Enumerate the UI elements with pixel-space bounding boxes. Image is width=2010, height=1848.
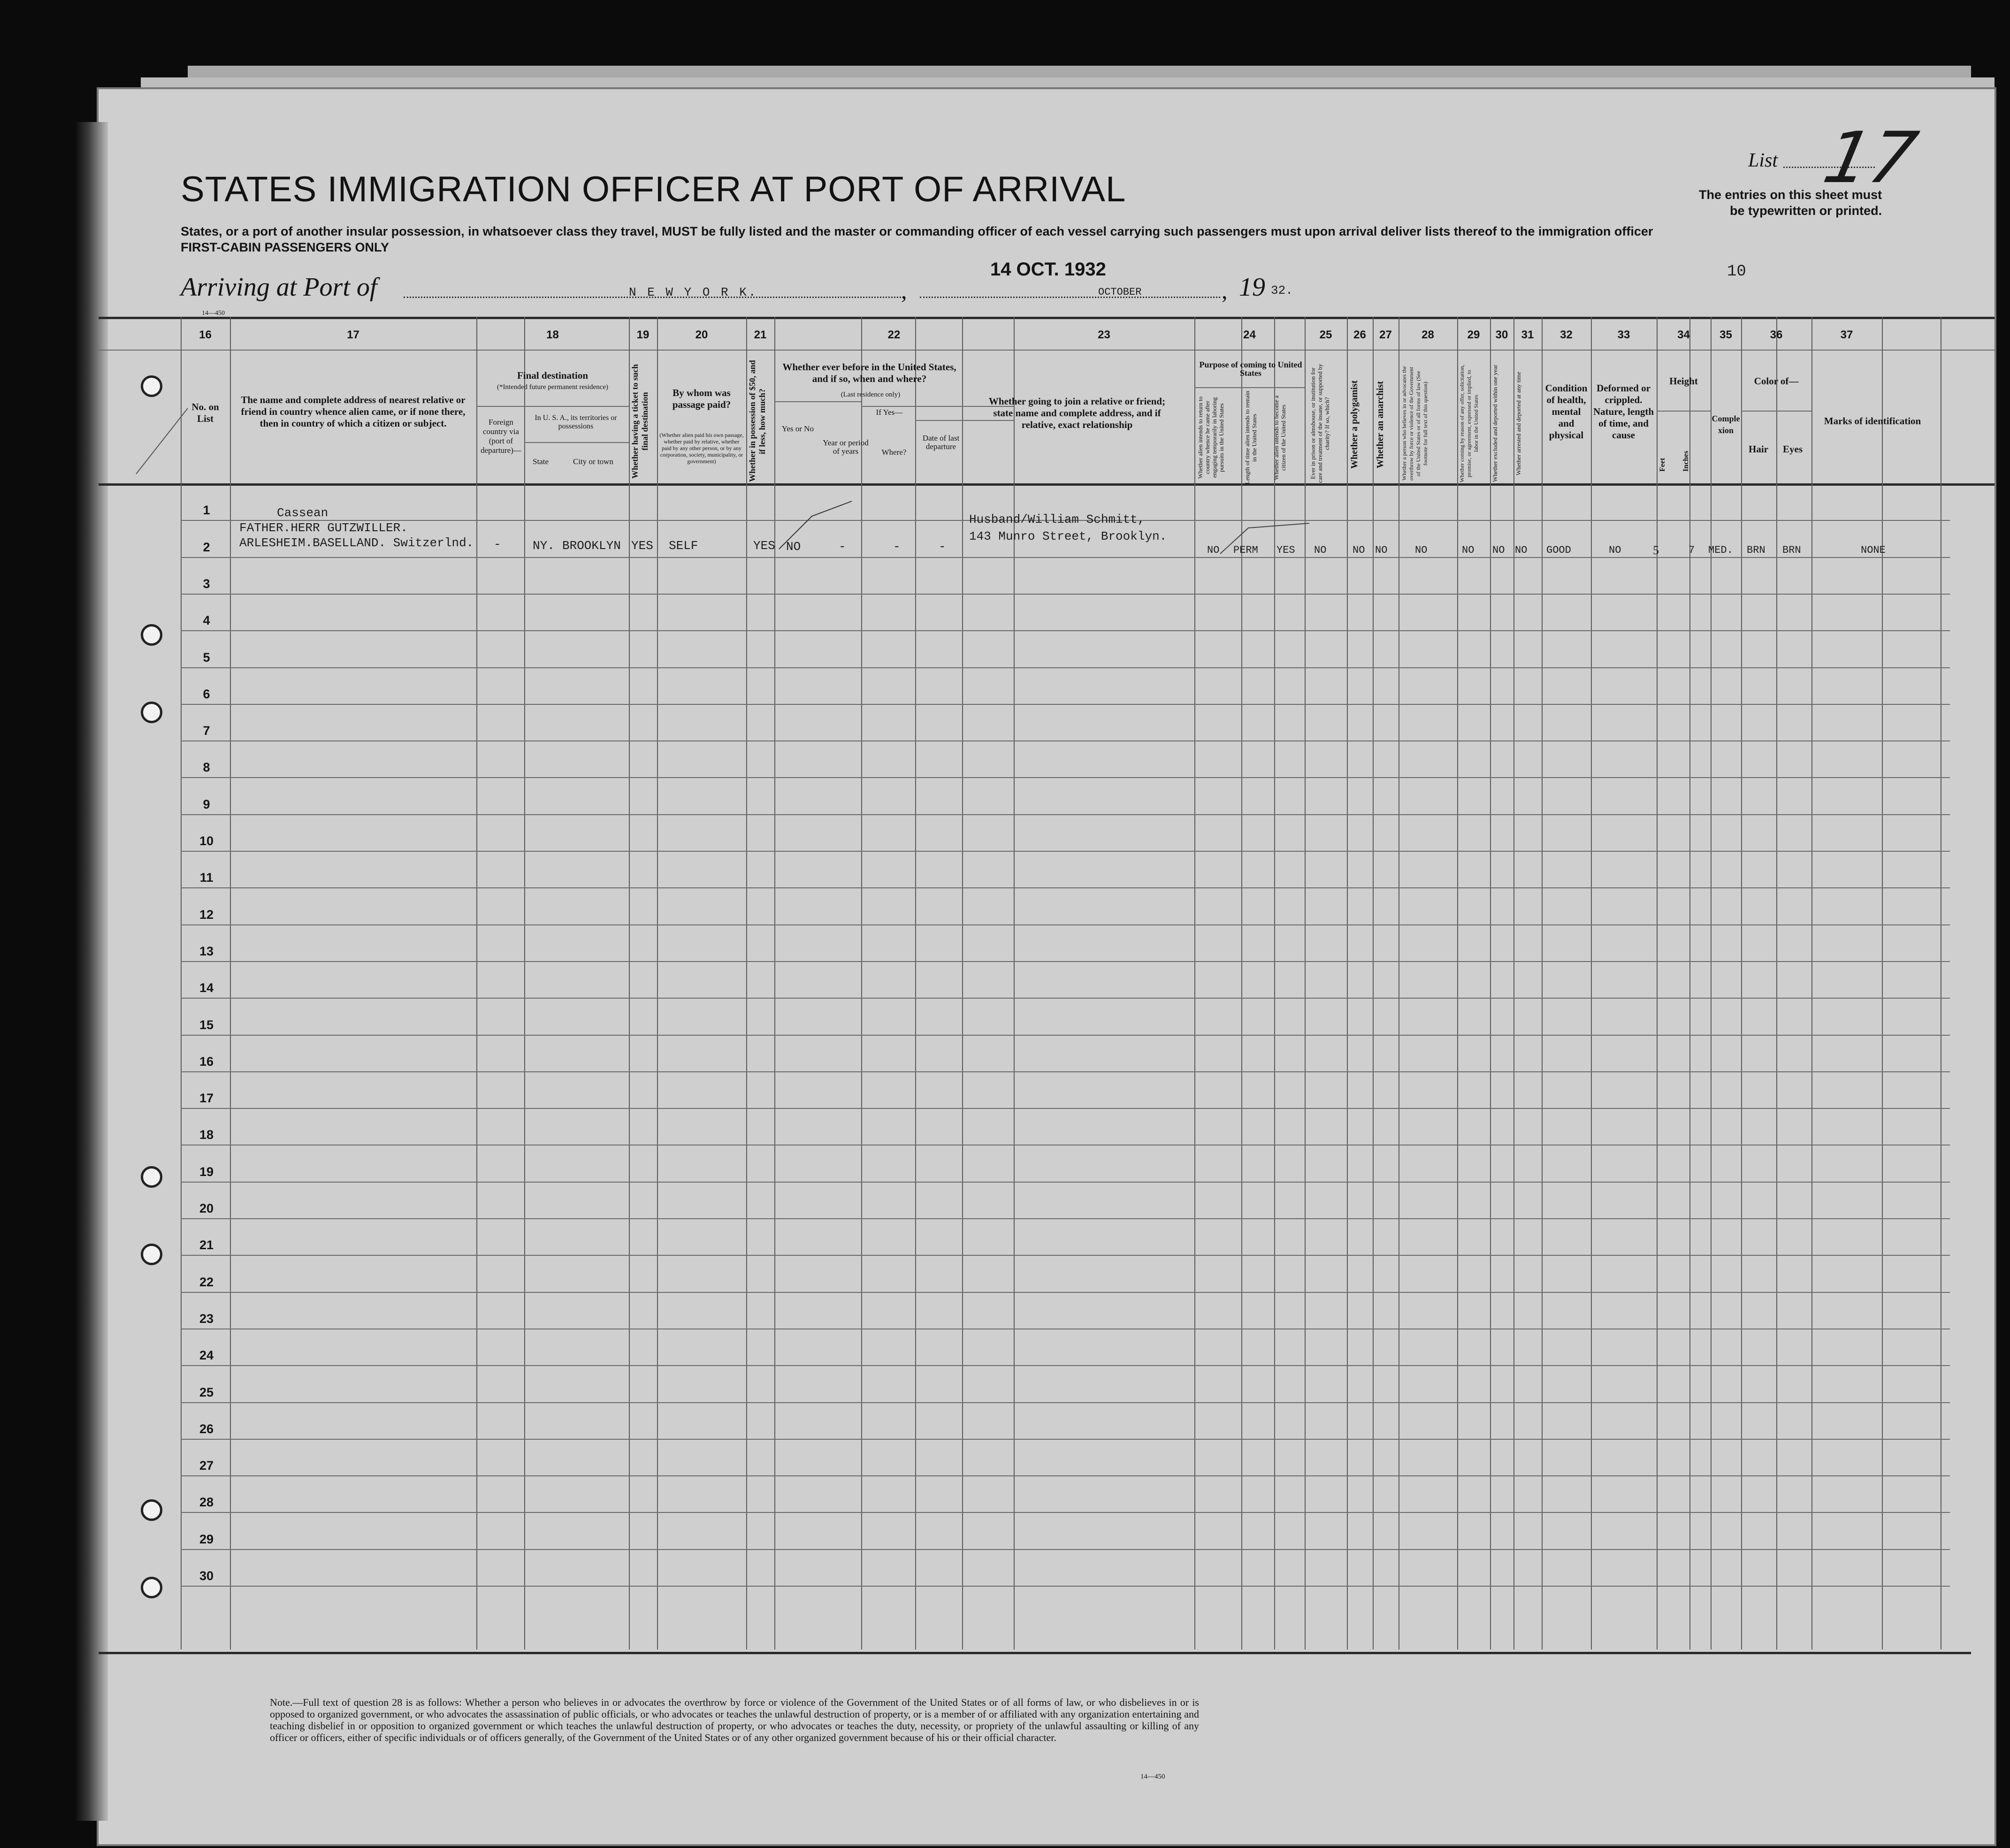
cell-eyes: BRN xyxy=(1782,544,1801,556)
row-number: 28 xyxy=(199,1495,214,1510)
cell-excluded: NO xyxy=(1492,544,1505,556)
day-number: 10 xyxy=(1727,263,1746,281)
header-polygamist: Whether a polygamist xyxy=(1349,380,1360,469)
header-final-destination: Final destination xyxy=(517,370,588,381)
row-number: 24 xyxy=(199,1348,214,1363)
header-excluded: Whether excluded and deported within one year xyxy=(1491,365,1498,482)
entries-note-line1: The entries on this sheet must xyxy=(1699,188,1882,202)
column-number: 30 xyxy=(1495,328,1508,341)
cell-return-intent: NO xyxy=(1207,544,1220,556)
header-city: City or town xyxy=(573,457,613,466)
column-number: 21 xyxy=(754,328,767,341)
header-purpose-length: Length of time alien intends to remain in the United States xyxy=(1244,390,1258,485)
row-number: 8 xyxy=(203,760,210,775)
header-final-destination-note: (*Intended future permanent residence) xyxy=(497,383,608,391)
cell-health: GOOD xyxy=(1546,544,1571,556)
cell-complexion: MED. xyxy=(1708,544,1733,556)
header-inches: Inches xyxy=(1682,451,1690,472)
header-yes-or-no: Yes or No xyxy=(781,424,814,433)
row-number: 22 xyxy=(199,1275,214,1289)
column-number: 24 xyxy=(1243,328,1256,341)
row-number: 19 xyxy=(199,1164,214,1179)
passenger-name-above: Cassean xyxy=(277,506,329,520)
row-number: 20 xyxy=(199,1201,214,1215)
header-marks: Marks of identification xyxy=(1824,415,1921,427)
row-number: 14 xyxy=(199,981,214,995)
form-title: STATES IMMIGRATION OFFICER AT PORT OF ARRIVAL xyxy=(181,169,1126,209)
cell-citizen: YES xyxy=(1276,544,1295,556)
cell-ticket: YES xyxy=(631,539,653,553)
header-eyes: Eyes xyxy=(1783,443,1803,455)
check-stroke xyxy=(779,501,852,549)
row-number: 16 xyxy=(199,1054,214,1069)
column-number: 27 xyxy=(1379,328,1392,341)
header-anarchist: Whether an anarchist xyxy=(1375,381,1385,468)
header-color-of: Color of— xyxy=(1754,375,1799,387)
row-number: 11 xyxy=(199,871,214,885)
cell-prison: NO xyxy=(1314,544,1327,556)
header-deformed: Deformed or crippled. Nature, length of time, and cause xyxy=(1593,382,1654,441)
date-stamp: 14 OCT. 1932 xyxy=(990,259,1106,280)
header-complexion: Complexion xyxy=(1712,414,1740,435)
footer-form-number: 14—450 xyxy=(1140,1773,1165,1780)
cell-foreign-country: - xyxy=(494,537,501,551)
column-number: 22 xyxy=(887,328,901,341)
row-number: 30 xyxy=(199,1569,214,1583)
cell-passage-paid: SELF xyxy=(669,539,698,553)
footnote: Note.—Full text of question 28 is as follows: Whether a person who believes in or advocates the overthrow by force or violence of the Government of the United States or of all forms of law, or who disbelieves in or is opposed to organized government, or who advocates the assassination of public officials, or who advocates or teaches the unlawful destruction of property, or is a member of or affiliated with any organization entertaining and teaching disbelief in or opposition to organized government or which teaches the unlawful destruction of property, or who advocates or teaches the duty, necessity, or propriety of the unlawful assaulting or killing of any officer or officers, either of specific individuals or of officers generally, of the Government of the United States or of any other organized government because of his or their official character. xyxy=(270,1696,1199,1743)
cell-money: YES xyxy=(753,539,775,553)
header-passage-paid: By whom was passage paid? xyxy=(672,387,731,410)
cell-where: - xyxy=(893,540,901,554)
list-number: 17 xyxy=(1817,117,1924,199)
comma: , xyxy=(901,277,907,304)
header-hair: Hair xyxy=(1749,443,1768,455)
relative-line-1: FATHER.HERR GUTZWILLER. xyxy=(239,521,408,535)
column-number: 18 xyxy=(546,328,559,341)
column-number: 33 xyxy=(1617,328,1630,341)
header-purpose-return: Whether alien intends to return to country whence he came after engaging temporarily in laboring pursuits in the United States xyxy=(1197,396,1225,479)
column-number: 23 xyxy=(1098,328,1110,341)
row-number: 6 xyxy=(203,687,210,701)
header-passage-note: (Whether alien paid his own passage, whether paid by relative, whether paid by any other person, or by any corporation, society, municipality, or government) xyxy=(659,432,744,465)
header-prison: Ever in prison or almshouse, or institution for care and treatment of the insane, or supported by charity? If so, which? xyxy=(1309,364,1330,483)
header-if-yes: If Yes— xyxy=(876,408,903,417)
row-number: 25 xyxy=(199,1385,214,1399)
cell-marks: NONE xyxy=(1861,544,1886,556)
relative-line-2: ARLESHEIM.BASELLAND. Switzerlnd. xyxy=(239,536,474,550)
header-purpose: Purpose of coming to United States xyxy=(1199,360,1302,378)
header-labor-offer: Whether coming by reason of any offer, solicitation, promise, or agreement, expressed or implied, to labor in the United States xyxy=(1459,365,1479,482)
column-number: 28 xyxy=(1422,328,1434,341)
row-number: 15 xyxy=(199,1017,214,1032)
row-number: 17 xyxy=(199,1091,214,1106)
join-line-2: 143 Munro Street, Brooklyn. xyxy=(969,529,1167,543)
row-number: 13 xyxy=(199,944,214,958)
row-number: 5 xyxy=(203,650,210,664)
port-name: N E W Y O R K. xyxy=(629,285,758,299)
check-stroke xyxy=(1220,523,1309,554)
passenger-class: FIRST-CABIN PASSENGERS ONLY xyxy=(181,240,390,254)
header-nearest-relative: The name and complete address of nearest relative or friend in country whence alien came, or if none there, then in country of which a citizen or subject. xyxy=(241,394,466,429)
join-line-1: Husband/William Schmitt, xyxy=(969,512,1145,527)
header-ticket: Whether having a ticket to such final destination xyxy=(630,364,650,479)
list-label: List xyxy=(1748,150,1778,171)
row-number: 29 xyxy=(199,1532,214,1546)
entries-note-line2: be typewritten or printed. xyxy=(1730,204,1882,218)
header-date-departure: Date of last departure xyxy=(922,434,960,451)
row-number: 23 xyxy=(199,1311,214,1326)
row-number: 12 xyxy=(199,907,214,922)
column-number: 20 xyxy=(695,328,708,341)
header-last-residence: (Last residence only) xyxy=(841,391,901,398)
cell-before-yesno: NO xyxy=(786,540,801,554)
header-year-period: Year or period of years xyxy=(823,438,869,456)
header-purpose-citizen: Whether alien intends to become a citizen of the United States xyxy=(1273,395,1287,480)
row-number: 18 xyxy=(199,1128,214,1142)
header-where: Where? xyxy=(881,448,907,457)
header-in-usa: In U. S. A., its territories or possessions xyxy=(535,414,617,430)
header-height: Height xyxy=(1669,375,1698,387)
cell-deformed: NO xyxy=(1609,544,1621,556)
header-arrested: Whether arrested and deported at any time xyxy=(1515,372,1522,475)
cell-feet: 5 xyxy=(1653,543,1659,557)
column-number: 31 xyxy=(1521,328,1534,341)
cell-inches: 7 xyxy=(1689,544,1695,556)
cell-date-departure: - xyxy=(939,540,946,554)
cell-hair: BRN xyxy=(1747,544,1765,556)
comma: , xyxy=(1222,277,1228,304)
cell-length-stay: PERM xyxy=(1233,544,1258,556)
column-number: 19 xyxy=(636,328,650,341)
header-state: State xyxy=(533,457,549,466)
year-suffix: 32. xyxy=(1271,283,1293,298)
header-health: Condition of health, mental and physical xyxy=(1545,382,1588,441)
form-number-top: 14—450 xyxy=(202,310,225,317)
month: OCTOBER xyxy=(1098,286,1142,298)
row-number: 27 xyxy=(199,1459,214,1473)
row-number: 7 xyxy=(203,724,210,738)
header-feet: Feet xyxy=(1658,458,1666,472)
year-prefix: 19 xyxy=(1239,273,1265,302)
arriving-label: Arriving at Port of xyxy=(181,273,377,302)
row-number: 1 xyxy=(203,503,210,518)
row-number: 10 xyxy=(199,834,214,848)
header-before-in-us: Whether ever before in the United States, and if so, when and where? xyxy=(782,361,956,384)
cell-labor-offer: NO xyxy=(1462,544,1475,556)
header-no-on-list: No. on List xyxy=(191,401,219,424)
row-number: 21 xyxy=(199,1238,214,1252)
header-foreign-country: Foreign country via (port of departure)— xyxy=(481,418,521,455)
cell-city: BROOKLYN xyxy=(562,539,621,553)
cell-state: NY. xyxy=(533,539,555,553)
cell-anarchist: NO xyxy=(1375,544,1388,556)
column-number: 25 xyxy=(1319,328,1332,341)
column-number: 37 xyxy=(1840,328,1853,341)
cell-overthrow: NO xyxy=(1415,544,1428,556)
row-number: 4 xyxy=(203,613,210,628)
row-number: 26 xyxy=(199,1421,214,1436)
column-number: 32 xyxy=(1560,328,1573,341)
column-number: 35 xyxy=(1720,328,1732,341)
column-number: 17 xyxy=(347,328,359,341)
row-number: 9 xyxy=(203,797,210,811)
row-number: 2 xyxy=(203,540,210,554)
column-number: 16 xyxy=(199,328,212,341)
column-number: 26 xyxy=(1353,328,1366,341)
header-join-relative: Whether going to join a relative or friend; state name and complete address, and if relative, exact relationship xyxy=(988,396,1166,430)
header-money: Whether in possession of $50, and if less, how much? xyxy=(748,360,767,482)
margin-stroke xyxy=(136,408,188,474)
column-number: 36 xyxy=(1770,328,1783,341)
cell-year-period: - xyxy=(839,540,846,554)
row-number: 3 xyxy=(203,576,210,591)
form-instructions: States, or a port of another insular possession, in whatsoever class they travel, MUST be fully listed and the master or commanding officer of each vessel carrying such passengers must upon arrival deliver lists thereof to the immigration officer xyxy=(181,224,1653,238)
column-number: 29 xyxy=(1467,328,1480,341)
cell-polygamist: NO xyxy=(1353,544,1365,556)
column-number: 34 xyxy=(1677,328,1690,341)
header-overthrow: Whether a person who believes in or advocates the overthrow by force or violence of the Government of the United States or of all forms of law (See footnote for full text of this question) xyxy=(1401,366,1429,481)
cell-arrested: NO xyxy=(1515,544,1528,556)
